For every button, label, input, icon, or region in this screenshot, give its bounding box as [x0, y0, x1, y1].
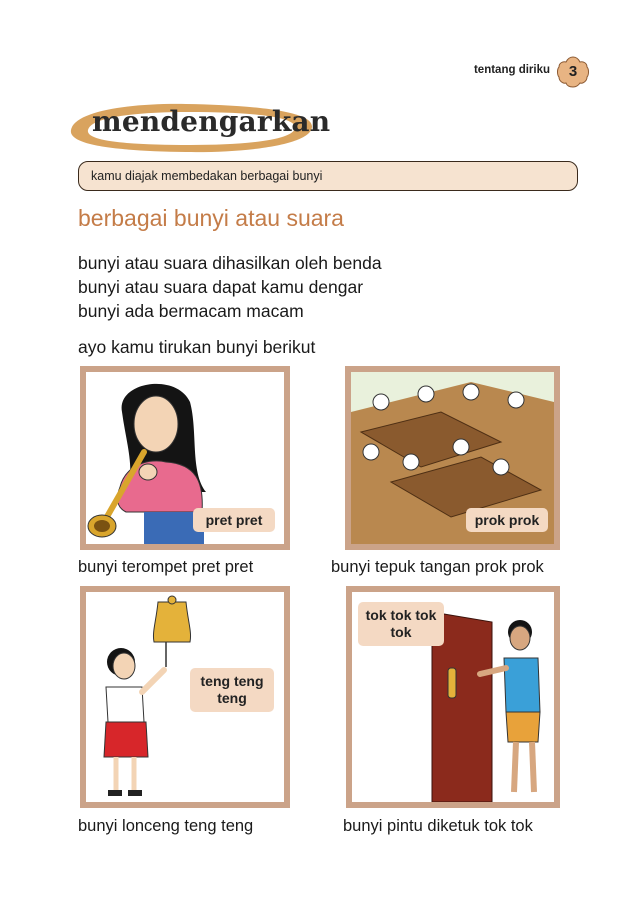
section-banner: [66, 100, 331, 156]
section-heading: berbagai bunyi atau suara: [78, 205, 344, 231]
trumpet-caption: bunyi terompet pret pret: [78, 558, 254, 576]
activity-prompt: ayo kamu tirukan bunyi berikut: [78, 337, 316, 357]
bell-panel: [80, 586, 290, 808]
clapping-panel: [345, 366, 560, 550]
body-line-2: bunyi atau suara dapat kamu dengar: [78, 277, 364, 297]
bell-sound-bubble: teng teng teng: [190, 668, 274, 712]
door-panel: [346, 586, 560, 808]
body-line-1: bunyi atau suara dihasilkan oleh benda: [78, 253, 382, 273]
body-line-3: bunyi ada bermacam macam: [78, 301, 304, 321]
banner-title: mendengarkan: [92, 105, 331, 138]
page-number-badge: [556, 56, 590, 88]
door-caption: bunyi pintu diketuk tok tok: [343, 817, 533, 835]
header-topic: tentang diriku: [473, 64, 550, 76]
trumpet-panel: [80, 366, 290, 550]
page-number: 3: [568, 63, 578, 80]
clapping-sound-bubble: prok prok: [466, 508, 548, 532]
instruction-box: kamu diajak membedakan berbagai bunyi: [78, 161, 578, 191]
trumpet-sound-bubble: pret pret: [193, 508, 275, 532]
bell-caption: bunyi lonceng teng teng: [78, 817, 254, 835]
clapping-caption: bunyi tepuk tangan prok prok: [331, 558, 544, 576]
door-sound-bubble: tok tok tok tok: [358, 602, 444, 646]
